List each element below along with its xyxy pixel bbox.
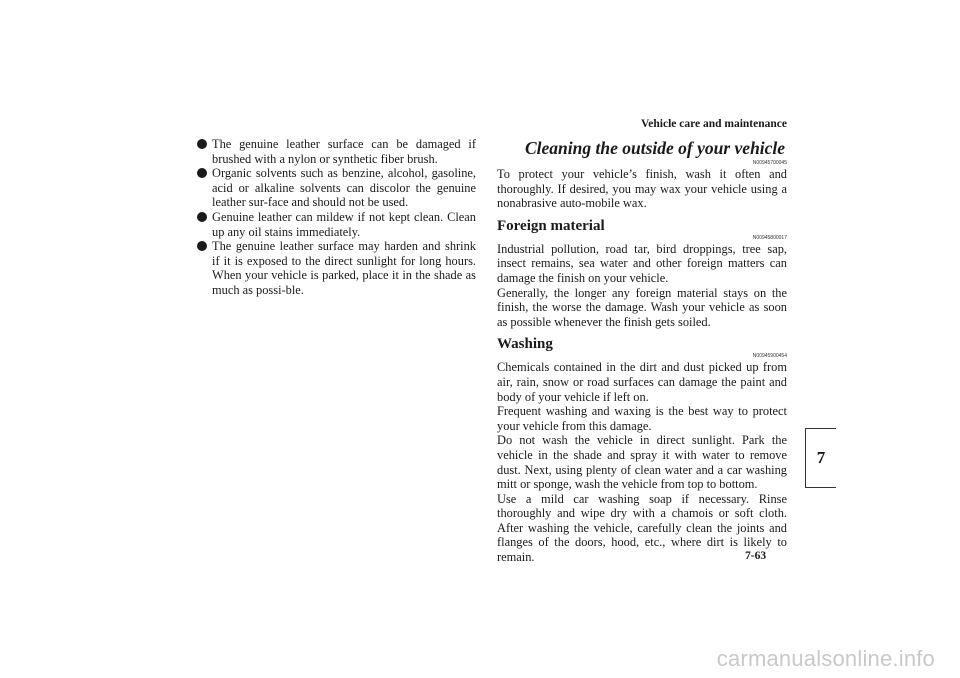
bullet-text: Organic solvents such as benzine, alcohol, gasoline, acid or alkaline solvents can discolor the genuine leather sur-face and should not be used. — [212, 166, 476, 210]
reference-code: N00945900454 — [752, 353, 787, 360]
section-header: Vehicle care and maintenance — [641, 118, 787, 130]
paragraph: Generally, the longer any foreign material stays on the finish, the worse the damage. Wash your vehicle as soon as possible whenever the finish gets soiled. — [497, 285, 787, 329]
bullet-item — [197, 137, 476, 166]
foreign-material-title: Foreign material — [497, 217, 605, 234]
reference-code: N00945800017 — [752, 234, 787, 241]
bullet-text: The genuine leather surface may harden and shrink if it is exposed to the direct sunlight for long hours. When your vehicle is parked, place it in the shade as much as possi-ble. — [212, 239, 476, 297]
bullet-icon — [197, 168, 207, 178]
bullet-text: Genuine leather can mildew if not kept clean. Clean up any oil stains immediately. — [212, 209, 476, 239]
chapter-tab — [805, 428, 836, 488]
right-column — [497, 137, 787, 565]
paragraph: Chemicals contained in the dirt and dust picked up from air, rain, snow or road surfaces can damage the paint and body of your vehicle if left on. — [497, 360, 787, 404]
reference-code: N00945700045 — [752, 160, 787, 166]
bullet-item — [197, 166, 476, 210]
washing-title: Washing — [497, 336, 553, 353]
intro-paragraph: To protect your vehicle’s finish, wash it often and thoroughly. If desired, you may wax your vehicle using a nonabrasive auto-mobile wax. — [497, 167, 787, 211]
bullet-icon — [197, 212, 207, 222]
bullet-text: The genuine leather surface can be damaged if brushed with a nylon or synthetic fiber brush. — [212, 137, 476, 166]
paragraph: Frequent washing and waxing is the best way to protect your vehicle from this damage. — [497, 404, 787, 433]
bullet-item — [197, 210, 476, 239]
page-number: 7-63 — [745, 550, 767, 562]
bullet-icon — [197, 139, 207, 149]
paragraph: Do not wash the vehicle in direct sunlight. Park the vehicle in the shade and spray it with water to remove dust. Next, using plenty of clean water and a car washing mitt or sponge, wash the vehicle from top to bottom. — [497, 433, 787, 492]
watermark-link[interactable]: carmanualsonline.info — [716, 646, 935, 671]
left-column — [197, 137, 476, 298]
chapter-number: 7 — [816, 448, 826, 467]
bullet-item — [197, 239, 476, 297]
bullet-icon — [197, 241, 207, 251]
paragraph: Industrial pollution, road tar, bird droppings, tree sap, insect remains, sea water and other foreign matters can damage the finish on your vehicle. — [497, 241, 787, 285]
paragraph: Use a mild car washing soap if necessary. Rinse thoroughly and wipe dry with a chamois or soft cloth. After washing the vehicle, carefully clean the joints and flanges of the doors, hood, etc., where dirt is likely to remain. — [497, 491, 787, 565]
main-title: Cleaning the outside of your vehicle — [525, 138, 786, 158]
